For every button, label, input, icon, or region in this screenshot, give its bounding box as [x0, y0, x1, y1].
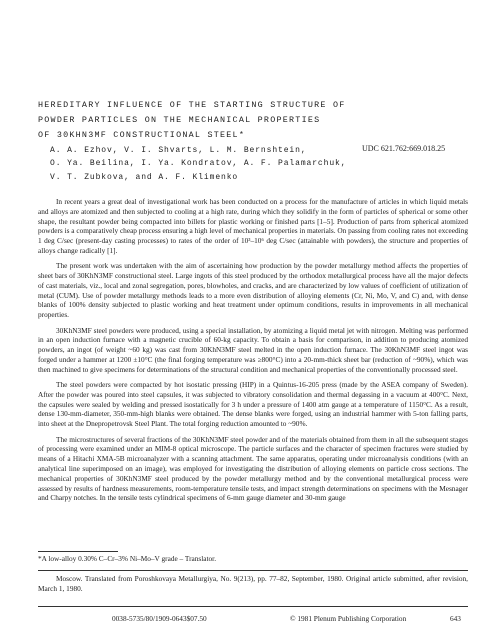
- copyright-notice: © 1981 Plenum Publishing Corporation: [290, 614, 407, 623]
- author-list: [50, 144, 350, 184]
- authors-line-2: O. Ya. Beilina, I. Ya. Kondratov, A. F. Palamarchuk,: [50, 159, 347, 169]
- body-paragraph-3: 30KhN3MF steel powders were produced, using a special installation, by atomizing a liquid metal jet with nitrogen. Melting was performed in an open induction furnace with a magnetic crucible of 60-kg capacity. To obtain a basis for comparison, in addition to producing atomized powders, an ingot (of weight ~60 kg) was cast from 30KhN3MF steel melted in the open induction furnace. The 30KhN3MF steel ingot was forged under a hammer at 1200 ±10°C (the final forging temperature was ≥800°C) into a 20-mm-thick sheet bar (reduction of ~90%), which was then machined to give specimens for determinations of the structural condition and mechanical properties of the conventionally processed steel.: [38, 325, 468, 374]
- body-paragraph-5: The microstructures of several fractions of the 30KhN3MF steel powder and of the materials obtained from them in all the subsequent stages of processing were examined under an MIM-8 optical microscope. The particle surfaces and the character of specimen fractures were studied by means of a Hitachi XMA-5B microanalyzer with a scanning attachment. The same apparatus, operating under microanalysis conditions (with an analytical line superimposed on an image), was employed for investigating the distribution of alloying elements on particle cross sections. The mechanical properties of 30KhN3MF steel produced by the powder metallurgy method and by the conventional metallurgical process were assessed by results of hardness measurements, room-temperature tensile tests, and impact strength determinations on specimens with the Mesnager and Charpy notches. In the tensile tests cylindrical specimens of 6-mm gauge diameter and 30-mm gauge: [38, 434, 468, 503]
- translation-note: Moscow. Translated from Poroshkovaya Metallurgiya, No. 9(213), pp. 77–82, September, 1980. Original article submitted, after revision, March 1, 1980.: [38, 574, 468, 593]
- footer-divider: [38, 606, 468, 607]
- page-number: 643: [450, 614, 461, 623]
- title-line-1: HEREDITARY INFLUENCE OF THE STARTING STRUCTURE OF: [38, 100, 346, 110]
- footnote: *A low-alloy 0.30% C–Cr–3% Ni–Mo–V grade – Translator.: [38, 554, 217, 563]
- issn-code: 0038-5735/80/1909-0643$07.50: [112, 614, 207, 623]
- body-paragraph-4: The steel powders were compacted by hot isostatic pressing (HIP) in a Quintus-16-205 press (made by the ASEA company of Sweden). After the powder was poured into steel capsules, it was subjected to vibratory consolidation and thermal degassing in a vacuum at 400°C. Next, the capsules were sealed by welding and pressed isostatically for 3 h under a pressure of 1400 atm gauge at a temperature of 1150°C. As a result, dense 130-mm-diameter, 350-mm-high blanks were obtained. The dense blanks were forged, using an industrial hammer with 5-ton falling parts, into sheet at the Dnepropetrovsk Steel Plant. The total forging reduction amounted to ~90%.: [38, 380, 468, 429]
- udc-code: UDC 621.762:669.018.25: [362, 144, 446, 153]
- translation-divider: [38, 570, 468, 571]
- authors-line-1: A. A. Ezhov, V. I. Shvarts, L. M. Bernshtein,: [50, 146, 307, 155]
- footnote-divider: [38, 551, 118, 552]
- article-title: [38, 98, 468, 143]
- body-paragraph-1: In recent years a great deal of investigational work has been conducted on a process for the manufacture of articles in which liquid metals and alloys are atomized and then subjected to cooling at a high rate, during which they solidify in the form of particles of spherical or some other shape, the resultant powder being compacted into billets for plastic working or finished parts [1–5]. Production of parts from spherical atomized powders is a comparatively cheap process ensuring a high level of mechanical properties in materials. On passing from cooling rates not exceeding 1 deg C/sec (present-day casting processes) to rates of the order of 10³–10⁶ deg C/sec (attainable with powders), the structure and properties of alloys change radically [1].: [38, 197, 468, 255]
- authors-line-3: V. T. Zubkova, and A. F. Klimenko: [50, 172, 239, 182]
- body-paragraph-2: The present work was undertaken with the aim of ascertaining how production by the powder metallurgy method affects the properties of sheet bars of 30KhN3MF constructional steel. Large ingots of this steel produced by the orthodox metallurgical process have all the major defects of cast materials, viz., local and zonal segregation, pores, blowholes, and cracks, and are characterized by low values of coefficient of utilization of metal (CUM). Use of powder metallurgy methods leads to a more even distribution of alloying elements (Cr, Ni, Mo, V, and C) and, with dense blanks of 100% density subjected to plastic working and heat treatment under optimum conditions, results in improvements in all mechanical properties.: [38, 261, 468, 320]
- title-line-2: POWDER PARTICLES ON THE MECHANICAL PROPERTIES: [38, 115, 321, 125]
- article-body: [38, 197, 468, 509]
- title-line-3: OF 30KHN3MF CONSTRUCTIONAL STEEL*: [38, 130, 246, 140]
